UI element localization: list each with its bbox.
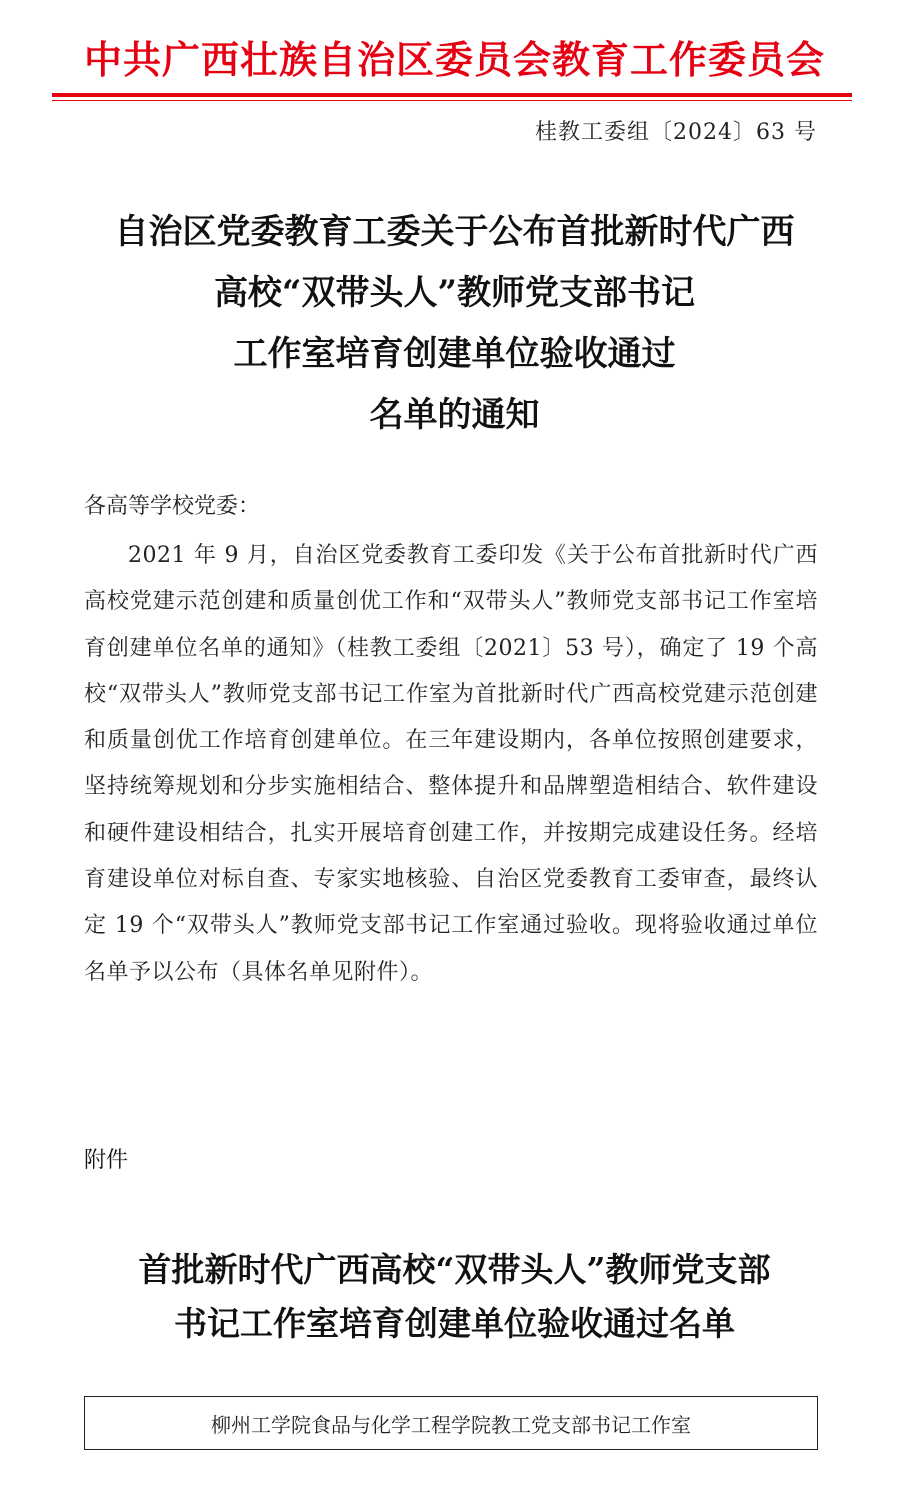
- document-title: [60, 202, 849, 446]
- header-rule-thick: [52, 93, 852, 97]
- table-row: 柳州工学院食品与化学工程学院教工党支部书记工作室: [211, 1412, 691, 1437]
- list-title-line: 书记工作室培育创建单位验收通过名单: [174, 1304, 735, 1343]
- body-paragraph: 2021 年 9 月，自治区党委教育工委印发《关于公布首批新时代广西高校党建示范创建和质量创优工作和“双带头人”教师党支部书记工作室培育创建单位名单的通知》（桂教工委组〔2021〕53 号），确定了 19 个高校“双带头人”教师党支部书记工作室为首批新时代广西高校党建示范创建和质量创优工作培育创建单位。在三年建设期内，各单位按照创建要求，坚持统筹规划和分步实施相结合、整体提升和品牌塑造相结合、软件建设和硬件建设相结合，扎实开展培育创建工作，并按期完成建设任务。经培育建设单位对标自查、专家实地核验、自治区党委教育工委审查，最终认定 19 个“双带头人”教师党支部书记工作室通过验收。现将验收通过单位名单予以公布（具体名单见附件）。: [84, 543, 818, 985]
- issuing-organization-header: 中共广西壮族自治区委员会教育工作委员会: [83, 37, 825, 82]
- header-rule-thin: [52, 100, 852, 101]
- title-line: 自治区党委教育工委关于公布首批新时代广西: [114, 212, 795, 252]
- approved-units-table: [84, 1396, 818, 1450]
- salutation: 各高等学校党委：: [84, 494, 261, 519]
- title-line: 高校“双带头人”教师党支部书记: [213, 273, 696, 313]
- title-line: 名单的通知: [369, 395, 540, 435]
- attachment-label: 附件: [84, 1148, 129, 1173]
- list-title-line: 首批新时代广西高校“双带头人”教师党支部: [138, 1250, 771, 1289]
- title-line: 工作室培育创建单位验收通过: [233, 334, 676, 374]
- attachment-list-title: [60, 1243, 849, 1351]
- document-number: 桂教工委组〔2024〕63 号: [535, 120, 817, 145]
